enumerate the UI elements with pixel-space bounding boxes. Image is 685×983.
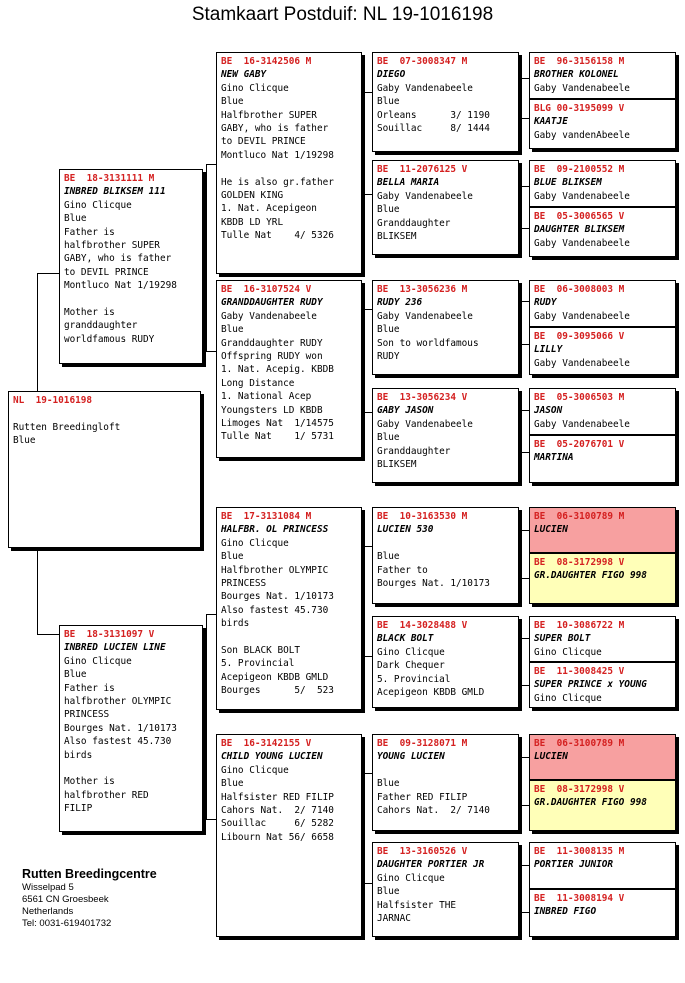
connector-line (519, 530, 529, 531)
pigeon-name: INBRED FIGO (534, 906, 597, 918)
connector-line (362, 883, 372, 884)
pigeon-name: BLUE BLIKSEM (534, 177, 602, 189)
ring-number: BLG 00-3195099 V (534, 103, 625, 114)
ring-number: BE 05-2076701 V (534, 439, 625, 450)
connector-line (519, 410, 529, 411)
sss-card (372, 52, 519, 152)
connector-line (206, 614, 216, 615)
connector-line (206, 164, 216, 165)
pigeon-name: BELLA MARIA (377, 177, 440, 189)
pigeon-details: Gaby vandenAbeele (534, 129, 630, 141)
dam-dam-card (216, 734, 362, 937)
pigeon-name: RUDY (534, 297, 557, 309)
gen4-card-6 (529, 327, 676, 375)
connector-line (519, 228, 529, 229)
ring-number: BE 11-2076125 V (377, 164, 468, 175)
connector-line (206, 164, 207, 351)
pigeon-details: Gaby Vandenabeele (534, 82, 630, 94)
ring-number: BE 10-3163530 M (377, 511, 468, 522)
connector-line (519, 301, 529, 302)
connector-line (362, 194, 372, 195)
connector-line (362, 412, 372, 413)
pigeon-details: Gino Clicque Blue Halfsister RED FILIP Cahors Nat. 2/ 7140 Souillac 6/ 5282 Libourn Nat 56/ 6658 (221, 764, 334, 843)
dsd-card (372, 616, 519, 708)
connector-line (203, 255, 207, 256)
ring-number: BE 07-3008347 M (377, 56, 468, 67)
dam-card (59, 625, 203, 832)
pigeon-details: Gino Clicque Blue Halfbrother OLYMPIC PRINCESS Bourges Nat. 1/10173 Also fastest 45.730 birds Son BLACK BOLT 5. Provincial Acepigeon KBDB GMLD Bourges 5/ 523 (221, 537, 334, 697)
pigeon-details: Blue Father RED FILIP Cahors Nat. 2/ 7140 (377, 778, 490, 817)
pigeon-details: Gaby Vandenabeele (534, 190, 630, 202)
gen4-card-2 (529, 99, 676, 149)
gen4-card-3 (529, 160, 676, 207)
gen4-card-15 (529, 842, 676, 889)
sire-sire-card (216, 52, 362, 274)
gen4-card-8 (529, 435, 676, 483)
pigeon-name: HALFBR. OL PRINCESS (221, 524, 329, 536)
ring-number: BE 05-3006565 V (534, 211, 625, 222)
connector-line (519, 805, 529, 806)
pigeon-name: INBRED LUCIEN LINE (64, 642, 166, 654)
pigeon-name: GR.DAUGHTER FIGO 998 (534, 570, 647, 582)
pigeon-details: Gino Clicque Dark Chequer 5. Provincial Acepigeon KBDB GMLD (377, 646, 485, 699)
connector-line (37, 634, 59, 635)
ring-number: BE 16-3142155 V (221, 738, 312, 749)
pigeon-details: Gino Clicque Blue Halfbrother SUPER GABY, who is father to DEVIL PRINCE Montluco Nat 1/19298 He is also gr.father GOLDEN KING 1. Nat. Acepigeon KBDB LD YRL Tulle Nat 4/ 5326 (221, 82, 334, 242)
breeder-name: Rutten Breedingcentre (22, 867, 157, 881)
connector-line (37, 273, 59, 274)
ring-number: BE 18-3131111 M (64, 173, 155, 184)
sire-card (59, 169, 203, 364)
gen4-card-4 (529, 207, 676, 257)
connector-line (519, 344, 529, 345)
pigeon-name: NEW GABY (221, 69, 267, 81)
connector-line (362, 773, 372, 774)
connector-line (362, 92, 372, 93)
pigeon-details: Gino Clicque (534, 692, 602, 704)
page-title: Stamkaart Postduif: NL 19-1016198 (191, 4, 494, 25)
pigeon-details: Gaby Vandenabeele Blue Orleans 3/ 1190 Souillac 8/ 1444 (377, 82, 490, 135)
connector-line (362, 546, 372, 547)
ring-number: BE 11-3008194 V (534, 893, 625, 904)
breeder-country: Netherlands (22, 906, 74, 917)
dds-card (372, 734, 519, 831)
connector-line (519, 865, 529, 866)
gen4-card-5 (529, 280, 676, 327)
pigeon-name: BROTHER KOLONEL (534, 69, 619, 81)
gen4-card-1 (529, 52, 676, 99)
pigeon-name: MARTINA (534, 452, 574, 464)
pigeon-details: Gino Clicque Blue Father is halfbrother OLYMPIC PRINCESS Bourges Nat. 1/10173 Also fastest 45.730 birds Mother is halfbrother RED FILIP (64, 655, 177, 815)
connector-line (362, 656, 372, 657)
connector-line (362, 309, 372, 310)
gen4-card-12 (529, 662, 676, 708)
connector-line (206, 351, 216, 352)
pigeon-details: Gino Clicque Blue Halfsister THE JARNAC (377, 872, 457, 925)
pigeon-name: DIEGO (377, 69, 406, 81)
connector-line (519, 186, 529, 187)
breeder-city: 6561 CN Groesbeek (22, 894, 109, 905)
ring-number: BE 16-3142506 M (221, 56, 312, 67)
pigeon-name: CHILD YOUNG LUCIEN (221, 751, 323, 763)
connector-line (37, 273, 38, 391)
pigeon-name: SUPER PRINCE x YOUNG (534, 679, 647, 691)
pigeon-name: GABY JASON (377, 405, 434, 417)
dss-card (372, 507, 519, 604)
pigeon-details: Gaby Vandenabeele Blue Granddaughter BLIKSEM (377, 190, 473, 243)
sire-dam-card (216, 280, 362, 458)
gen4-card-9 (529, 507, 676, 553)
breeder-street: Wisselpad 5 (22, 882, 74, 893)
gen4-card-7 (529, 388, 676, 435)
ring-number: BE 13-3056234 V (377, 392, 468, 403)
ring-number: BE 13-3056236 M (377, 284, 468, 295)
ssd-card (372, 160, 519, 255)
ddd-card (372, 842, 519, 937)
ring-number: BE 08-3172998 V (534, 784, 625, 795)
pigeon-name: DAUGHTER PORTIER JR (377, 859, 485, 871)
ring-number: BE 17-3131084 M (221, 511, 312, 522)
connector-line (519, 912, 529, 913)
pigeon-details: Gaby Vandenabeele (534, 357, 630, 369)
owner-info: Rutten Breedingloft Blue (13, 421, 121, 447)
pigeon-name: LUCIEN (534, 751, 568, 763)
ring-number: BE 16-3107524 V (221, 284, 312, 295)
gen4-card-13 (529, 734, 676, 780)
sds-card (372, 280, 519, 375)
connector-line (519, 757, 529, 758)
ring-number: BE 09-2100552 M (534, 164, 625, 175)
ring-number: BE 06-3100789 M (534, 511, 625, 522)
pigeon-details: Gaby Vandenabeele (534, 237, 630, 249)
sdd-card (372, 388, 519, 483)
pigeon-name: BLACK BOLT (377, 633, 434, 645)
connector-line (519, 578, 529, 579)
connector-line (519, 452, 529, 453)
pigeon-details: Blue Father to Bourges Nat. 1/10173 (377, 551, 490, 590)
pigeon-details: Gaby Vandenabeele Blue Granddaughter BLIKSEM (377, 418, 473, 471)
pigeon-name: LILLY (534, 344, 563, 356)
ring-number: BE 14-3028488 V (377, 620, 468, 631)
connector-line (519, 78, 529, 79)
ring-number: BE 06-3008003 M (534, 284, 625, 295)
ring-number: BE 09-3095066 V (534, 331, 625, 342)
pigeon-name: LUCIEN (534, 524, 568, 536)
pigeon-details: Gino Clicque (534, 646, 602, 658)
pigeon-details: Gaby Vandenabeele Blue Son to worldfamous RUDY (377, 310, 479, 363)
gen4-card-14 (529, 780, 676, 831)
pigeon-name: GRANDDAUGHTER RUDY (221, 297, 323, 309)
ring-number: BE 11-3008135 M (534, 846, 625, 857)
connector-line (519, 685, 529, 686)
ring-number: BE 10-3086722 M (534, 620, 625, 631)
pigeon-name: JASON (534, 405, 563, 417)
connector-line (206, 819, 216, 820)
pigeon-name: INBRED BLIKSEM 111 (64, 186, 166, 198)
ring-number: BE 13-3160526 V (377, 846, 468, 857)
pigeon-name: SUPER BOLT (534, 633, 591, 645)
gen4-card-10 (529, 553, 676, 604)
pigeon-details: Gino Clicque Blue Father is halfbrother SUPER GABY, who is father to DEVIL PRINCE Montluco Nat 1/19298 Mother is granddaughter worldfamous RUDY (64, 199, 177, 345)
ring-number: BE 18-3131097 V (64, 629, 155, 640)
pigeon-name: YOUNG LUCIEN (377, 751, 445, 763)
pigeon-name: KAATJE (534, 116, 568, 128)
connector-line (519, 118, 529, 119)
pigeon-name: DAUGHTER BLIKSEM (534, 224, 625, 236)
ring-number: BE 11-3008425 V (534, 666, 625, 677)
pigeon-details: Gaby Vandenabeele (534, 418, 630, 430)
pigeon-name: LUCIEN 530 (377, 524, 434, 536)
ring-number: BE 96-3156158 M (534, 56, 625, 67)
connector-line (203, 717, 207, 718)
breeder-phone: Tel: 0031-619401732 (22, 918, 112, 929)
pigeon-name: GR.DAUGHTER FIGO 998 (534, 797, 647, 809)
pigeon-name: PORTIER JUNIOR (534, 859, 614, 871)
gen4-card-16 (529, 889, 676, 937)
pigeon-name: RUDY 236 (377, 297, 423, 309)
breeder-contact (22, 866, 157, 930)
ring-number: BE 09-3128071 M (377, 738, 468, 749)
pigeon-details: Gaby Vandenabeele Blue Granddaughter RUDY Offspring RUDY won 1. Nat. Acepig. KBDB Long Distance 1. National Acep Youngsters LD KBDB Limoges Nat 1/14575 Tulle Nat 1/ 5731 (221, 310, 334, 443)
ring-number: BE 06-3100789 M (534, 738, 625, 749)
dam-sire-card (216, 507, 362, 710)
connector-line (37, 548, 38, 634)
pigeon-details: Gaby Vandenabeele (534, 310, 630, 322)
connector-line (519, 638, 529, 639)
subject-pigeon-card (8, 391, 201, 548)
ring-number: BE 05-3006503 M (534, 392, 625, 403)
ring-number: BE 08-3172998 V (534, 557, 625, 568)
gen4-card-11 (529, 616, 676, 662)
ring-number: NL 19-1016198 (13, 395, 93, 406)
